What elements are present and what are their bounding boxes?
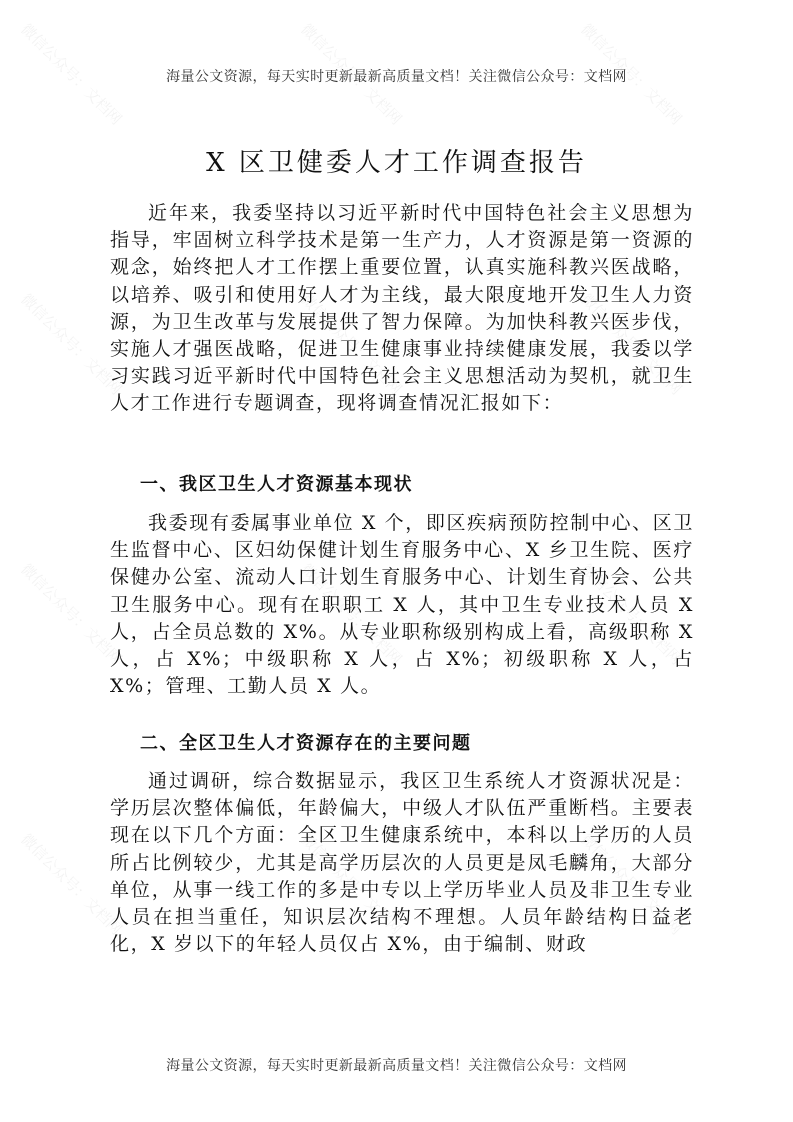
watermark-text: 微信公众号：文档网 [577,20,686,129]
status-section [110,510,694,700]
section-heading-1: 一、我区卫生人才资源基本现状 [140,474,413,495]
page-header: 海量公文资源，每天实时更新最新高质量文档！关注微信公众号：文档网 [166,69,627,85]
watermark-text: 微信公众号：文档网 [577,830,686,939]
watermark-text: 微信公众号：文档网 [297,20,406,129]
watermark-text: 微信公众号：文档网 [577,290,686,399]
status-paragraph: 我委现有委属事业单位 X 个，即区疾病预防控制中心、区卫生监督中心、区妇幼保健计划生育服务中心、X 乡卫生院、医疗保健办公室、流动人口计划生育服务中心、计划生育协会、公共卫生服务中心。现有在职职工 X 人，其中卫生专业技术人员 X 人，占全员总数的 X%。从专业职称级别构成上看，高级职称 X 人，占 X%；中级职称 X 人，占 X%；初级职称 X 人，占 X%；管理、工勤人员 X 人。 [110,512,694,698]
page-footer: 海量公文资源，每天实时更新最新高质量文档！关注微信公众号：文档网 [166,1058,627,1074]
problems-section [110,768,694,958]
watermark-text: 微信公众号：文档网 [297,560,406,669]
section-heading-2: 二、全区卫生人才资源存在的主要问题 [140,733,472,754]
watermark-text: 微信公众号：文档网 [17,20,126,129]
watermark-text: 微信公众号：文档网 [577,560,686,669]
document-title: X 区卫健委人才工作调查报告 [206,148,587,178]
intro-section [110,200,694,418]
watermark-text: 微信公众号：文档网 [17,830,126,939]
watermark-text: 微信公众号：文档网 [297,290,406,399]
watermark-text: 微信公众号：文档网 [297,830,406,939]
watermark-text: 微信公众号：文档网 [17,560,126,669]
watermark-text: 微信公众号：文档网 [17,290,126,399]
intro-paragraph: 近年来，我委坚持以习近平新时代中国特色社会主义思想为指导，牢固树立科学技术是第一生产力，人才资源是第一资源的观念，始终把人才工作摆上重要位置，认真实施科教兴医战略，以培养、吸引和使用好人才为主线，最大限度地开发卫生人力资源，为卫生改革与发展提供了智力保障。为加快科教兴医步伐，实施人才强医战略，促进卫生健康事业持续健康发展，我委以学习实践习近平新时代中国特色社会主义思想活动为契机，就卫生人才工作进行专题调查，现将调查情况汇报如下： [110,202,694,415]
problems-paragraph: 通过调研，综合数据显示，我区卫生系统人才资源状况是：学历层次整体偏低，年龄偏大，中级人才队伍严重断档。主要表现在以下几个方面：全区卫生健康系统中，本科以上学历的人员所占比例较少，尤其是高学历层次的人员更是凤毛麟角，大部分单位，从事一线工作的多是中专以上学历毕业人员及非卫生专业人员在担当重任，知识层次结构不理想。人员年龄结构日益老化，X 岁以下的年轻人员仅占 X%，由于编制、财政 [110,770,694,956]
